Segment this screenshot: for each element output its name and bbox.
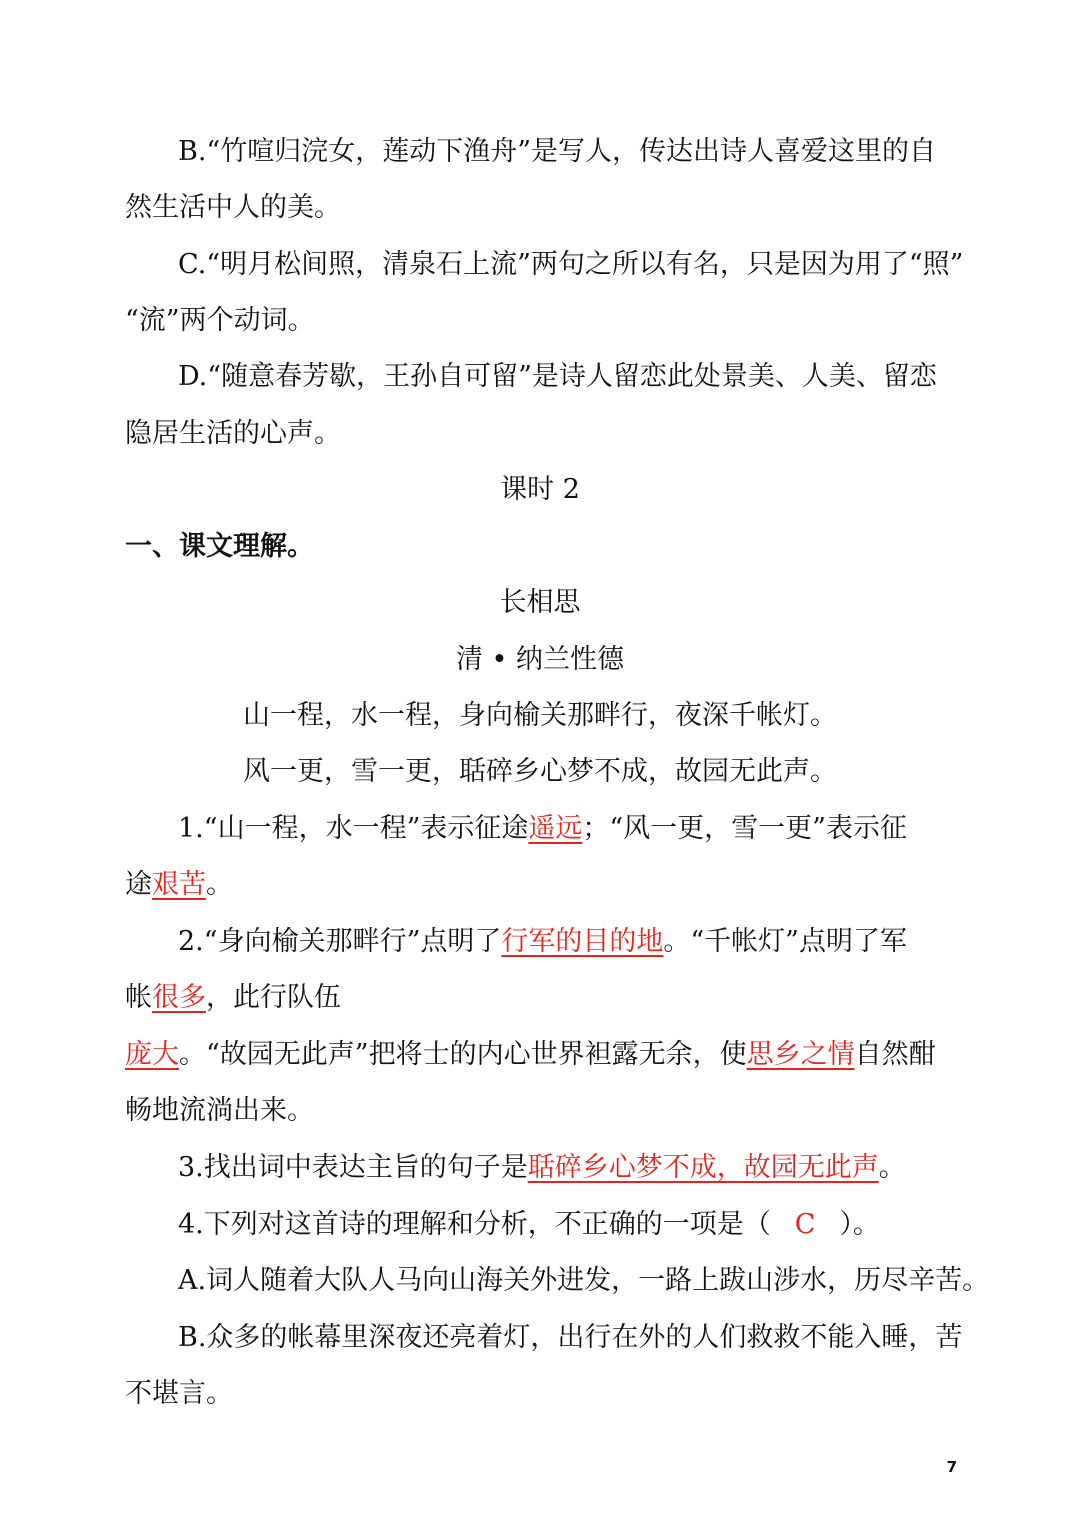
question-2-line-2 — [125, 978, 341, 1018]
q4-text: ）。 — [839, 1209, 880, 1240]
q3-text: 。 — [878, 1152, 906, 1183]
q2-text: 自然酣 — [854, 1039, 936, 1070]
q4-answer: C — [794, 1209, 816, 1240]
q2-answer-2: 很多 — [152, 982, 206, 1013]
q3-answer: 聒碎乡心梦不成，故园无此声 — [527, 1152, 879, 1183]
q2-text: 。“故园无此声”把将士的内心世界袒露无余，使 — [179, 1039, 747, 1070]
question-2-line-1 — [178, 922, 907, 962]
q4-option-b-line-1: B.众多的帐幕里深夜还亮着灯，出行在外的人们救救不能入睡，苦 — [178, 1322, 963, 1353]
q4-text: 4.下列对这首诗的理解和分析，不正确的一项是（ — [178, 1209, 771, 1240]
lesson-title: 课时 2 — [500, 474, 580, 505]
option-c-line-1: C.“明月松间照，清泉石上流”两句之所以有名，只是因为用了“照” — [178, 249, 964, 280]
q2-text: ，此行队伍 — [206, 982, 341, 1013]
option-c-line-2: “流”两个动词。 — [125, 305, 315, 336]
question-2-line-4: 畅地流淌出来。 — [125, 1095, 314, 1126]
option-b-line-2: 然生活中人的美。 — [125, 192, 341, 223]
q4-option-b-line-2: 不堪言。 — [125, 1378, 233, 1409]
q1-text: 。 — [206, 869, 233, 900]
poem-line-2: 风一更，雪一更，聒碎乡心梦不成，故园无此声。 — [243, 756, 837, 787]
question-2-line-3 — [125, 1035, 936, 1075]
q2-text: 帐 — [125, 982, 152, 1013]
poem-author: 清 • 纳兰性德 — [455, 644, 625, 675]
q1-answer-2: 艰苦 — [152, 869, 206, 900]
question-3 — [178, 1148, 906, 1188]
question-1-line-2 — [125, 865, 233, 905]
q2-answer-4: 思乡之情 — [746, 1039, 855, 1070]
q2-answer-1: 行军的目的地 — [501, 926, 664, 957]
question-4 — [178, 1205, 880, 1245]
poem-title: 长相思 — [499, 587, 581, 618]
q1-text: 1.“山一程，水一程”表示征途 — [178, 813, 529, 844]
page-number: 7 — [946, 1458, 957, 1476]
q2-answer-3: 庞大 — [125, 1039, 179, 1070]
q3-text: 3.找出词中表达主旨的句子是 — [178, 1152, 528, 1183]
q1-answer-1: 遥远 — [528, 813, 583, 844]
option-b-line-1: B.“竹喧归浣女，莲动下渔舟”是写人，传达出诗人喜爱这里的自 — [178, 136, 937, 167]
question-1-line-1 — [178, 809, 907, 849]
q2-text: 2.“身向榆关那畔行”点明了 — [178, 926, 502, 957]
option-d-line-1: D.“随意春芳歇，王孙自可留”是诗人留恋此处景美、人美、留恋 — [178, 361, 937, 392]
poem-line-1: 山一程，水一程，身向榆关那畔行，夜深千帐灯。 — [243, 700, 837, 731]
section-heading: 一、课文理解。 — [125, 531, 314, 562]
q2-text: 。“千帐灯”点明了军 — [663, 926, 907, 957]
option-d-line-2: 隐居生活的心声。 — [125, 418, 341, 449]
q4-option-a: A.词人随着大队人马向山海关外进发，一路上跋山涉水，历尽辛苦。 — [178, 1265, 990, 1296]
q1-text: ；“风一更，雪一更”表示征 — [582, 813, 907, 844]
q1-text: 途 — [125, 869, 152, 900]
